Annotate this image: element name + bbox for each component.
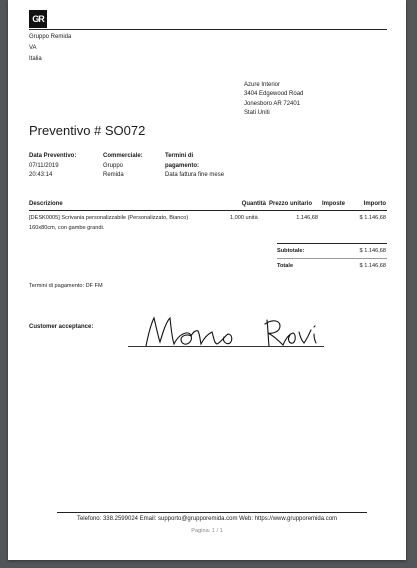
document-page [8,0,406,560]
date-label: Data Preventivo: [29,153,77,159]
col-amount: Importo [363,201,386,207]
company-country: Italia [29,56,42,62]
payment-terms: Termini di pagamento: DF FM [29,283,103,289]
company-line2: VA [29,45,37,51]
subtotal-divider [277,243,387,244]
total-label: Totale [277,263,294,269]
acceptance-label: Customer acceptance: [29,324,94,330]
customer-street: 3404 Edgewood Road [244,91,304,97]
company-logo: GR [29,10,47,28]
sales-label: Commerciale: [103,153,143,159]
sales-value-2: Remida [103,172,124,178]
row-description-2: 160x80cm, con gambe grandi. [29,225,105,231]
terms-label-1: Termini di [165,153,194,159]
total-value: $ 1.146,68 [359,263,386,269]
sales-value-1: Gruppo [103,163,124,169]
col-unit-price: Prezzo unitario [269,201,313,207]
customer-name: Azure Interior [244,82,281,88]
subtotal-label: Subtotale: [277,248,305,254]
table-header-divider [29,210,387,211]
row-qty: 1,000 unità [230,215,258,221]
subtotal-value: $ 1.146,68 [359,248,386,254]
row-unit-price: 1.146,68 [296,215,318,221]
terms-value: Data fattura fine mese [165,172,225,178]
company-name: Gruppo Remida [29,34,72,40]
document-title: Preventivo # SO072 [29,123,146,138]
col-description: Descrizione [29,201,63,207]
col-qty: Quantità [241,201,266,207]
total-divider [277,258,387,259]
signature-line [128,346,324,347]
page-number: Pagina: 1 / 1 [191,528,223,534]
header-divider [29,29,387,30]
col-taxes: Imposte [322,201,346,207]
row-amount: $ 1.146,68 [359,215,386,221]
footer-contact: Telefono: 338.2599024 Email: supporto@grupporemida.com Web: https://www.grupporemida.com [76,516,338,522]
terms-label-2: pagamento: [165,163,200,169]
customer-city: Jonesboro AR 72401 [244,101,301,107]
customer-country: Stati Uniti [244,110,270,116]
date-value: 07/11/2019 [29,163,59,169]
footer-divider [57,512,367,513]
time-value: 20:43:14 [29,172,53,178]
row-description-1: [DESK0005] Scrivania personalizzabile (Personalizzato, Bianco) [29,215,189,221]
